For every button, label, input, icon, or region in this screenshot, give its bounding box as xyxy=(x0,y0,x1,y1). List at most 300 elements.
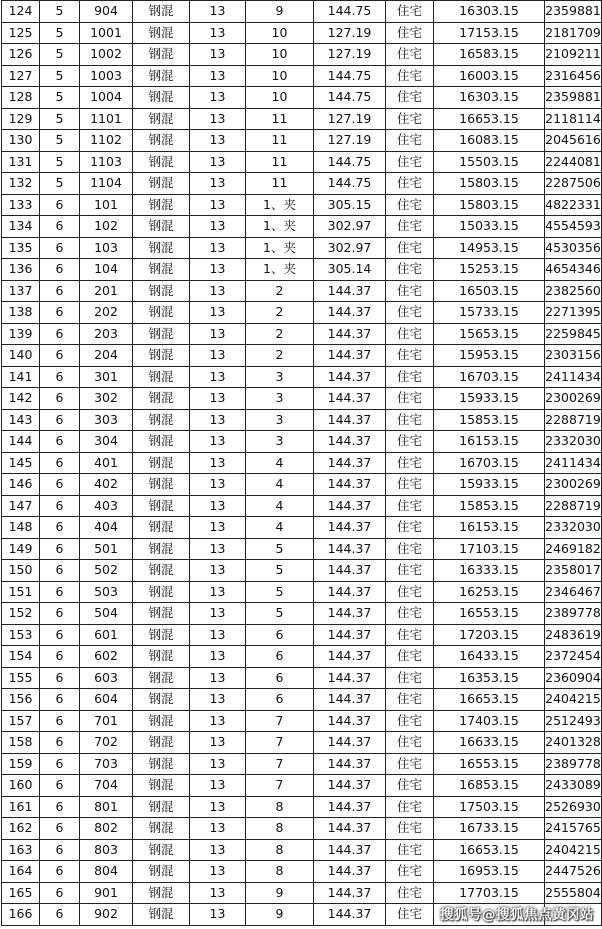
unit-price-cell: 16953.15 xyxy=(434,861,545,883)
floor-cell: 4 xyxy=(246,474,314,496)
building-cell: 5 xyxy=(40,173,80,195)
floor-cell: 2 xyxy=(246,323,314,345)
total-floors-cell: 13 xyxy=(190,173,246,195)
total-floors-cell: 13 xyxy=(190,710,246,732)
usage-cell: 住宅 xyxy=(386,22,434,44)
structure-cell: 钢混 xyxy=(133,839,190,861)
area-cell: 127.19 xyxy=(314,108,386,130)
building-cell: 6 xyxy=(40,560,80,582)
unit-cell: 801 xyxy=(80,796,133,818)
floor-cell: 1、夹 xyxy=(246,237,314,259)
floor-cell: 6 xyxy=(246,624,314,646)
floor-cell: 6 xyxy=(246,667,314,689)
floor-cell: 7 xyxy=(246,753,314,775)
total-floors-cell: 13 xyxy=(190,818,246,840)
building-cell: 6 xyxy=(40,796,80,818)
total-price-cell: 2512493 xyxy=(545,710,602,732)
row-index-cell: 125 xyxy=(2,22,40,44)
area-cell: 144.37 xyxy=(314,280,386,302)
unit-cell: 603 xyxy=(80,667,133,689)
structure-cell: 钢混 xyxy=(133,366,190,388)
building-cell: 6 xyxy=(40,882,80,904)
structure-cell: 钢混 xyxy=(133,302,190,324)
unit-price-cell: 16083.15 xyxy=(434,130,545,152)
total-price-cell: 2109211 xyxy=(545,44,602,66)
structure-cell: 钢混 xyxy=(133,775,190,797)
usage-cell: 住宅 xyxy=(386,259,434,281)
total-floors-cell: 13 xyxy=(190,839,246,861)
usage-cell: 住宅 xyxy=(386,388,434,410)
table-row xyxy=(2,603,602,625)
area-cell: 305.14 xyxy=(314,259,386,281)
unit-cell: 1002 xyxy=(80,44,133,66)
unit-cell: 503 xyxy=(80,581,133,603)
total-price-cell: 2287506 xyxy=(545,173,602,195)
table-row xyxy=(2,882,602,904)
building-cell: 5 xyxy=(40,151,80,173)
building-cell: 6 xyxy=(40,689,80,711)
structure-cell: 钢混 xyxy=(133,861,190,883)
total-price-cell: 2401328 xyxy=(545,732,602,754)
building-cell: 6 xyxy=(40,603,80,625)
row-index-cell: 131 xyxy=(2,151,40,173)
unit-price-cell: 16703.15 xyxy=(434,452,545,474)
total-floors-cell: 13 xyxy=(190,796,246,818)
structure-cell: 钢混 xyxy=(133,44,190,66)
area-cell: 144.37 xyxy=(314,689,386,711)
usage-cell: 住宅 xyxy=(386,560,434,582)
row-index-cell: 124 xyxy=(2,1,40,23)
usage-cell: 住宅 xyxy=(386,581,434,603)
usage-cell: 住宅 xyxy=(386,173,434,195)
total-floors-cell: 13 xyxy=(190,603,246,625)
area-cell: 144.37 xyxy=(314,839,386,861)
floor-cell: 1、夹 xyxy=(246,216,314,238)
row-index-cell: 162 xyxy=(2,818,40,840)
structure-cell: 钢混 xyxy=(133,87,190,109)
building-cell: 6 xyxy=(40,624,80,646)
usage-cell: 住宅 xyxy=(386,538,434,560)
table-row xyxy=(2,667,602,689)
structure-cell: 钢混 xyxy=(133,108,190,130)
usage-cell: 住宅 xyxy=(386,216,434,238)
area-cell: 144.37 xyxy=(314,710,386,732)
area-cell: 144.37 xyxy=(314,388,386,410)
structure-cell: 钢混 xyxy=(133,710,190,732)
floor-cell: 7 xyxy=(246,710,314,732)
structure-cell: 钢混 xyxy=(133,173,190,195)
usage-cell: 住宅 xyxy=(386,517,434,539)
unit-cell: 1104 xyxy=(80,173,133,195)
area-cell: 144.37 xyxy=(314,603,386,625)
unit-price-cell: 15933.15 xyxy=(434,474,545,496)
unit-cell: 103 xyxy=(80,237,133,259)
building-cell: 5 xyxy=(40,22,80,44)
table-row xyxy=(2,710,602,732)
floor-cell: 5 xyxy=(246,560,314,582)
area-cell: 144.37 xyxy=(314,646,386,668)
usage-cell: 住宅 xyxy=(386,108,434,130)
unit-price-cell: 16353.15 xyxy=(434,667,545,689)
total-price-cell: 2300269 xyxy=(545,474,602,496)
table-row xyxy=(2,581,602,603)
table-row xyxy=(2,87,602,109)
row-index-cell: 136 xyxy=(2,259,40,281)
row-index-cell: 143 xyxy=(2,409,40,431)
total-price-cell: 2271395 xyxy=(545,302,602,324)
table-row xyxy=(2,302,602,324)
unit-cell: 702 xyxy=(80,732,133,754)
total-price-cell: 2360904 xyxy=(545,667,602,689)
unit-cell: 1103 xyxy=(80,151,133,173)
unit-cell: 501 xyxy=(80,538,133,560)
total-floors-cell: 13 xyxy=(190,130,246,152)
structure-cell: 钢混 xyxy=(133,280,190,302)
building-cell: 6 xyxy=(40,495,80,517)
usage-cell: 住宅 xyxy=(386,495,434,517)
row-index-cell: 158 xyxy=(2,732,40,754)
row-index-cell: 127 xyxy=(2,65,40,87)
building-cell: 6 xyxy=(40,581,80,603)
table-row xyxy=(2,65,602,87)
total-floors-cell: 13 xyxy=(190,581,246,603)
floor-cell: 8 xyxy=(246,839,314,861)
area-cell: 144.37 xyxy=(314,904,386,926)
table-row xyxy=(2,775,602,797)
table-row xyxy=(2,517,602,539)
row-index-cell: 164 xyxy=(2,861,40,883)
floor-cell: 7 xyxy=(246,732,314,754)
unit-price-cell: 17203.15 xyxy=(434,624,545,646)
unit-price-cell: 16153.15 xyxy=(434,431,545,453)
row-index-cell: 144 xyxy=(2,431,40,453)
structure-cell: 钢混 xyxy=(133,474,190,496)
total-price-cell: 2316456 xyxy=(545,65,602,87)
total-price-cell: 2300269 xyxy=(545,388,602,410)
usage-cell: 住宅 xyxy=(386,753,434,775)
structure-cell: 钢混 xyxy=(133,603,190,625)
structure-cell: 钢混 xyxy=(133,624,190,646)
unit-cell: 1003 xyxy=(80,65,133,87)
area-cell: 144.75 xyxy=(314,173,386,195)
floor-cell: 9 xyxy=(246,904,314,926)
total-price-cell: 2404215 xyxy=(545,839,602,861)
unit-price-cell: 15953.15 xyxy=(434,345,545,367)
total-price-cell: 2389778 xyxy=(545,603,602,625)
row-index-cell: 155 xyxy=(2,667,40,689)
area-cell: 144.37 xyxy=(314,667,386,689)
area-cell: 302.97 xyxy=(314,216,386,238)
unit-price-cell: 17153.15 xyxy=(434,22,545,44)
unit-price-cell: 16733.15 xyxy=(434,818,545,840)
total-floors-cell: 13 xyxy=(190,452,246,474)
unit-price-cell: 16633.15 xyxy=(434,732,545,754)
floor-cell: 9 xyxy=(246,882,314,904)
usage-cell: 住宅 xyxy=(386,710,434,732)
unit-price-cell: 15033.15 xyxy=(434,216,545,238)
total-floors-cell: 13 xyxy=(190,775,246,797)
total-floors-cell: 13 xyxy=(190,280,246,302)
usage-cell: 住宅 xyxy=(386,431,434,453)
building-cell: 6 xyxy=(40,904,80,926)
unit-cell: 201 xyxy=(80,280,133,302)
row-index-cell: 134 xyxy=(2,216,40,238)
unit-cell: 901 xyxy=(80,882,133,904)
area-cell: 144.37 xyxy=(314,581,386,603)
total-floors-cell: 13 xyxy=(190,194,246,216)
structure-cell: 钢混 xyxy=(133,495,190,517)
total-floors-cell: 13 xyxy=(190,65,246,87)
unit-price-cell: 16303.15 xyxy=(434,87,545,109)
total-price-cell: 2346467 xyxy=(545,581,602,603)
total-price-cell: 2555804 xyxy=(545,882,602,904)
floor-cell: 2 xyxy=(246,280,314,302)
table-row xyxy=(2,44,602,66)
area-cell: 144.37 xyxy=(314,818,386,840)
total-price-cell: 4554593 xyxy=(545,216,602,238)
total-price-cell: 2358017 xyxy=(545,560,602,582)
area-cell: 144.37 xyxy=(314,409,386,431)
row-index-cell: 152 xyxy=(2,603,40,625)
table-row xyxy=(2,861,602,883)
area-cell: 144.37 xyxy=(314,366,386,388)
total-price-cell: 2244081 xyxy=(545,151,602,173)
floor-cell: 8 xyxy=(246,818,314,840)
table-row xyxy=(2,388,602,410)
usage-cell: 住宅 xyxy=(386,366,434,388)
floor-cell: 2 xyxy=(246,302,314,324)
row-index-cell: 165 xyxy=(2,882,40,904)
building-cell: 6 xyxy=(40,345,80,367)
structure-cell: 钢混 xyxy=(133,689,190,711)
total-floors-cell: 13 xyxy=(190,259,246,281)
unit-cell: 602 xyxy=(80,646,133,668)
total-price-cell: 2389778 xyxy=(545,753,602,775)
table-row xyxy=(2,130,602,152)
total-floors-cell: 13 xyxy=(190,22,246,44)
floor-cell: 11 xyxy=(246,173,314,195)
row-index-cell: 146 xyxy=(2,474,40,496)
row-index-cell: 138 xyxy=(2,302,40,324)
building-cell: 6 xyxy=(40,732,80,754)
table-row xyxy=(2,22,602,44)
structure-cell: 钢混 xyxy=(133,194,190,216)
unit-price-cell: 15503.15 xyxy=(434,151,545,173)
row-index-cell: 130 xyxy=(2,130,40,152)
structure-cell: 钢混 xyxy=(133,22,190,44)
table-row xyxy=(2,366,602,388)
row-index-cell: 126 xyxy=(2,44,40,66)
structure-cell: 钢混 xyxy=(133,904,190,926)
row-index-cell: 147 xyxy=(2,495,40,517)
building-cell: 6 xyxy=(40,646,80,668)
total-floors-cell: 13 xyxy=(190,323,246,345)
usage-cell: 住宅 xyxy=(386,345,434,367)
building-cell: 6 xyxy=(40,409,80,431)
row-index-cell: 128 xyxy=(2,87,40,109)
table-row xyxy=(2,345,602,367)
usage-cell: 住宅 xyxy=(386,624,434,646)
floor-cell: 1、夹 xyxy=(246,259,314,281)
area-cell: 144.37 xyxy=(314,732,386,754)
total-floors-cell: 13 xyxy=(190,646,246,668)
floor-cell: 3 xyxy=(246,366,314,388)
unit-cell: 701 xyxy=(80,710,133,732)
usage-cell: 住宅 xyxy=(386,796,434,818)
unit-cell: 403 xyxy=(80,495,133,517)
total-floors-cell: 13 xyxy=(190,624,246,646)
total-floors-cell: 13 xyxy=(190,904,246,926)
table-row xyxy=(2,409,602,431)
structure-cell: 钢混 xyxy=(133,581,190,603)
area-cell: 127.19 xyxy=(314,44,386,66)
total-price-cell: 2118114 xyxy=(545,108,602,130)
watermark: 搜狐号@搜狐焦点黄冈站 xyxy=(440,907,594,923)
total-price-cell: 2411434 xyxy=(545,452,602,474)
area-cell: 144.37 xyxy=(314,882,386,904)
table-body xyxy=(2,1,602,926)
area-cell: 144.37 xyxy=(314,452,386,474)
usage-cell: 住宅 xyxy=(386,474,434,496)
row-index-cell: 137 xyxy=(2,280,40,302)
total-price-cell: 2382560 xyxy=(545,280,602,302)
total-floors-cell: 13 xyxy=(190,538,246,560)
floor-cell: 1、夹 xyxy=(246,194,314,216)
row-index-cell: 166 xyxy=(2,904,40,926)
row-index-cell: 154 xyxy=(2,646,40,668)
total-price-cell: 2259845 xyxy=(545,323,602,345)
floor-cell: 11 xyxy=(246,130,314,152)
area-cell: 144.37 xyxy=(314,624,386,646)
floor-cell: 11 xyxy=(246,108,314,130)
unit-cell: 604 xyxy=(80,689,133,711)
unit-cell: 104 xyxy=(80,259,133,281)
building-cell: 5 xyxy=(40,130,80,152)
floor-cell: 2 xyxy=(246,345,314,367)
unit-cell: 601 xyxy=(80,624,133,646)
total-price-cell: 2483619 xyxy=(545,624,602,646)
area-cell: 302.97 xyxy=(314,237,386,259)
unit-price-cell: 15653.15 xyxy=(434,323,545,345)
unit-cell: 502 xyxy=(80,560,133,582)
usage-cell: 住宅 xyxy=(386,775,434,797)
unit-price-cell: 14953.15 xyxy=(434,237,545,259)
unit-cell: 802 xyxy=(80,818,133,840)
table-row xyxy=(2,753,602,775)
row-index-cell: 150 xyxy=(2,560,40,582)
building-cell: 6 xyxy=(40,280,80,302)
unit-price-cell: 16853.15 xyxy=(434,775,545,797)
total-price-cell: 2411434 xyxy=(545,366,602,388)
building-cell: 6 xyxy=(40,818,80,840)
row-index-cell: 160 xyxy=(2,775,40,797)
structure-cell: 钢混 xyxy=(133,431,190,453)
row-index-cell: 135 xyxy=(2,237,40,259)
unit-cell: 803 xyxy=(80,839,133,861)
total-floors-cell: 13 xyxy=(190,667,246,689)
building-cell: 6 xyxy=(40,517,80,539)
row-index-cell: 140 xyxy=(2,345,40,367)
total-floors-cell: 13 xyxy=(190,732,246,754)
total-price-cell: 2404215 xyxy=(545,689,602,711)
structure-cell: 钢混 xyxy=(133,259,190,281)
structure-cell: 钢混 xyxy=(133,753,190,775)
unit-price-cell: 16303.15 xyxy=(434,1,545,23)
building-cell: 6 xyxy=(40,667,80,689)
structure-cell: 钢混 xyxy=(133,323,190,345)
usage-cell: 住宅 xyxy=(386,732,434,754)
total-price-cell: 2359881 xyxy=(545,87,602,109)
total-floors-cell: 13 xyxy=(190,1,246,23)
building-cell: 5 xyxy=(40,108,80,130)
total-price-cell: 2045616 xyxy=(545,130,602,152)
total-price-cell: 2447526 xyxy=(545,861,602,883)
usage-cell: 住宅 xyxy=(386,194,434,216)
total-floors-cell: 13 xyxy=(190,495,246,517)
total-price-cell: 2526930 xyxy=(545,796,602,818)
unit-cell: 402 xyxy=(80,474,133,496)
row-index-cell: 149 xyxy=(2,538,40,560)
area-cell: 144.37 xyxy=(314,538,386,560)
table-row xyxy=(2,495,602,517)
building-cell: 6 xyxy=(40,452,80,474)
usage-cell: 住宅 xyxy=(386,646,434,668)
unit-price-cell: 16503.15 xyxy=(434,280,545,302)
unit-price-cell: 17403.15 xyxy=(434,710,545,732)
unit-price-cell: 16153.15 xyxy=(434,517,545,539)
total-floors-cell: 13 xyxy=(190,431,246,453)
unit-price-cell: 17503.15 xyxy=(434,796,545,818)
total-floors-cell: 13 xyxy=(190,861,246,883)
structure-cell: 钢混 xyxy=(133,409,190,431)
structure-cell: 钢混 xyxy=(133,560,190,582)
unit-cell: 204 xyxy=(80,345,133,367)
area-cell: 144.37 xyxy=(314,560,386,582)
unit-cell: 703 xyxy=(80,753,133,775)
total-price-cell: 2288719 xyxy=(545,495,602,517)
unit-cell: 504 xyxy=(80,603,133,625)
area-cell: 144.37 xyxy=(314,431,386,453)
table-row xyxy=(2,624,602,646)
unit-cell: 1102 xyxy=(80,130,133,152)
floor-cell: 5 xyxy=(246,603,314,625)
area-cell: 144.37 xyxy=(314,302,386,324)
unit-price-cell: 16253.15 xyxy=(434,581,545,603)
usage-cell: 住宅 xyxy=(386,280,434,302)
unit-price-cell: 15803.15 xyxy=(434,173,545,195)
row-index-cell: 133 xyxy=(2,194,40,216)
total-price-cell: 2288719 xyxy=(545,409,602,431)
total-floors-cell: 13 xyxy=(190,302,246,324)
building-cell: 5 xyxy=(40,65,80,87)
building-cell: 6 xyxy=(40,861,80,883)
floor-cell: 4 xyxy=(246,495,314,517)
row-index-cell: 157 xyxy=(2,710,40,732)
unit-cell: 302 xyxy=(80,388,133,410)
total-floors-cell: 13 xyxy=(190,753,246,775)
table-row xyxy=(2,818,602,840)
building-cell: 6 xyxy=(40,237,80,259)
floor-cell: 8 xyxy=(246,861,314,883)
area-cell: 144.37 xyxy=(314,796,386,818)
area-cell: 144.37 xyxy=(314,495,386,517)
floor-cell: 3 xyxy=(246,388,314,410)
unit-cell: 301 xyxy=(80,366,133,388)
building-cell: 6 xyxy=(40,216,80,238)
floor-cell: 6 xyxy=(246,646,314,668)
row-index-cell: 148 xyxy=(2,517,40,539)
usage-cell: 住宅 xyxy=(386,302,434,324)
